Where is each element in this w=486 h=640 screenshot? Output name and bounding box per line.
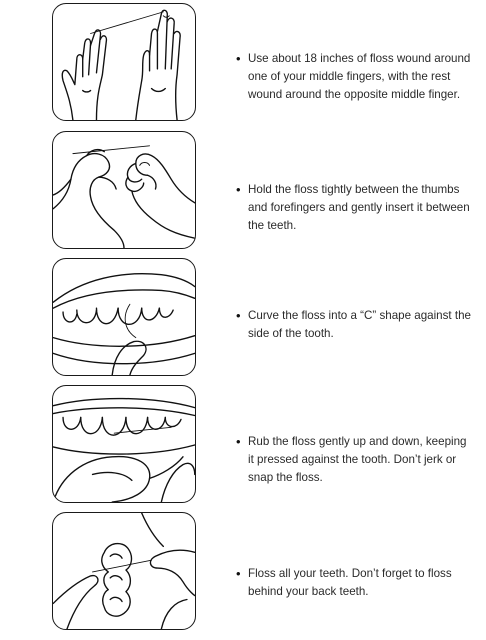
illustration-floss-c-shape-teeth bbox=[52, 258, 196, 376]
step-text-block bbox=[236, 307, 472, 343]
bullet: • bbox=[236, 434, 241, 449]
illustration-fingers-holding-floss bbox=[52, 131, 196, 249]
step-text-block bbox=[236, 565, 472, 601]
bullet: • bbox=[236, 566, 241, 581]
step-text-block bbox=[236, 433, 472, 487]
step-text-block bbox=[236, 181, 472, 235]
step-text-block bbox=[236, 50, 472, 104]
illustration-flossing-back-teeth bbox=[52, 512, 196, 630]
illustration-hands-winding-floss bbox=[52, 3, 196, 121]
step-5-text: Floss all your teeth. Don’t forget to floss behind your back teeth. bbox=[248, 567, 452, 598]
illustration-rubbing-floss-teeth bbox=[52, 385, 196, 503]
bullet: • bbox=[236, 308, 241, 323]
step-4-text: Rub the floss gently up and down, keeping it pressed against the tooth. Don’t jerk or snap the floss. bbox=[248, 435, 467, 484]
bullet: • bbox=[236, 51, 241, 66]
step-2-text: Hold the floss tightly between the thumbs and forefingers and gently insert it between the teeth. bbox=[248, 183, 470, 232]
bullet: • bbox=[236, 182, 241, 197]
step-3-text: Curve the floss into a “C” shape against the side of the tooth. bbox=[248, 309, 471, 340]
step-1-text: Use about 18 inches of floss wound around one of your middle fingers, with the rest wound around the opposite middle finger. bbox=[248, 52, 471, 101]
